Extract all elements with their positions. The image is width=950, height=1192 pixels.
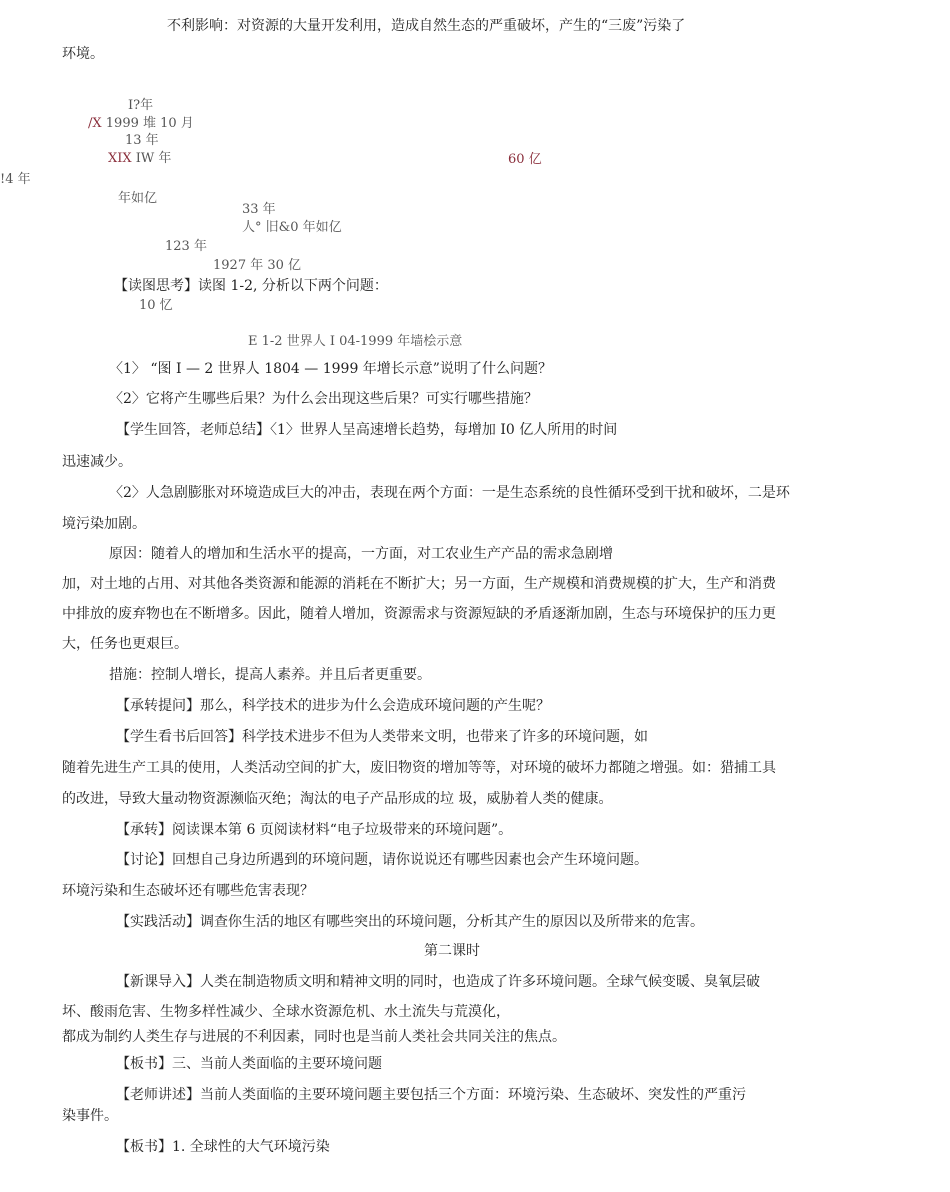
text-line: 迅速减少。: [62, 454, 132, 470]
text-line: 〈2〉人急剧膨胀对环境造成巨大的冲击，表现在两个方面：一是生态系统的良性循环受到干扰和破坏，二是环: [109, 485, 790, 501]
text-line: 原因：随着人的增加和生活水平的提高，一方面，对工农业生产产品的需求急剧增: [109, 546, 613, 562]
text-line: 境污染加剧。: [62, 516, 146, 532]
text-line: 中排放的废弃物也在不断增多。因此，随着人增加，资源需求与资源短缺的矛盾逐渐加剧，生态与环境保护的压力更: [62, 606, 776, 622]
text-line: 【讨论】回想自己身边所遇到的环境问题，请你说说还有哪些因素也会产生环境问题。: [116, 852, 648, 868]
text-line: 加，对土地的占用、对其他各类资源和能源的消耗在不断扩大；另一方面，生产规模和消费规模的扩大，生产和消费: [62, 576, 776, 592]
figure-label-accent: XIX: [108, 151, 132, 166]
figure-label: 123 年: [165, 239, 207, 254]
text-line: 【板书】1. 全球性的大气环境污染: [116, 1139, 330, 1155]
figure-label: 人° 旧&0 年如亿: [242, 220, 342, 235]
text-line: 环境污染和生态破坏还有哪些危害表现？: [62, 883, 314, 899]
figure-label: 年如亿: [118, 191, 158, 206]
figure-label: 13 年: [125, 133, 159, 148]
text-line: 【学生回答，老师总结】〈1〉世界人呈高速增长趋势，每增加 I0 亿人所用的时间: [116, 422, 618, 438]
text-line: 的改进，导致大量动物资源濒临灭绝；淘汰的电子产品形成的垃 圾，威胁着人类的健康。: [62, 791, 613, 807]
figure-label: [88, 116, 194, 132]
figure-label: 10 忆: [139, 298, 173, 313]
text-line: 【承转】阅读课本第 6 页阅读材料“电子垃圾带来的环境问题”。: [116, 822, 513, 838]
figure-label: [108, 151, 171, 167]
figure-label: 60 亿: [508, 152, 542, 167]
text-line: 坏、酸雨危害、生物多样性减少、全球水资源危机、水土流失与荒漠化，: [62, 1004, 510, 1020]
figure-caption: E 1-2 世界人 I 04-1999 年墙桧示意: [248, 334, 463, 349]
text-line: 〈1〉 “图 I — 2 世界人 1804 — 1999 年增长示意”说明了什么问题？: [109, 361, 552, 377]
text-line: 〈2〉它将产生哪些后果？为什么会出现这些后果？可实行哪些措施？: [109, 391, 538, 407]
figure-label: !4 年: [0, 172, 31, 187]
text-line: 【读图思考】读图 1-2, 分析以下两个问题：: [114, 278, 388, 294]
text-line: 措施：控制人增长，提高人素养。并且后者更重要。: [109, 667, 431, 683]
figure-label: 33 年: [242, 202, 276, 217]
text-line: 【实践活动】调查你生活的地区有哪些突出的环境问题，分析其产生的原因以及所带来的危害。: [116, 914, 704, 930]
text-line: 【承转提问】那么，科学技术的进步为什么会造成环境问题的产生呢？: [116, 698, 550, 714]
figure-label-text: 1999 堆 10 月: [101, 116, 194, 131]
figure-label: 1927 年 30 亿: [213, 258, 302, 273]
text-line: 染事件。: [62, 1108, 118, 1124]
text-line: 都成为制约人类生存与进展的不利因素，同时也是当前人类社会共同关注的焦点。: [62, 1029, 566, 1045]
figure-label: I?年: [128, 98, 154, 113]
text-line: 不利影响：对资源的大量开发利用，造成自然生态的严重破坏，产生的“三废”污染了: [167, 18, 686, 34]
figure-label-accent: /X: [88, 116, 102, 131]
text-line: 【新课导入】人类在制造物质文明和精神文明的同时，也造成了许多环境问题。全球气候变暖、臭氧层破: [116, 974, 760, 990]
section-heading: 第二课时: [424, 943, 480, 959]
text-line: 大，任务也更艰巨。: [62, 636, 188, 652]
text-line: 【板书】三、当前人类面临的主要环境问题: [116, 1056, 382, 1072]
figure-label-text: IW 年: [131, 151, 172, 166]
text-line: 【老师讲述】当前人类面临的主要环境问题主要包括三个方面：环境污染、生态破坏、突发性的严重污: [116, 1087, 746, 1103]
text-line: 环境。: [62, 46, 104, 62]
text-line: 【学生看书后回答】科学技术进步不但为人类带来文明，也带来了许多的环境问题，如: [116, 729, 648, 745]
text-line: 随着先进生产工具的使用，人类活动空间的扩大，废旧物资的增加等等，对环境的破坏力都随之增强。如：猎捕工具: [62, 760, 776, 776]
